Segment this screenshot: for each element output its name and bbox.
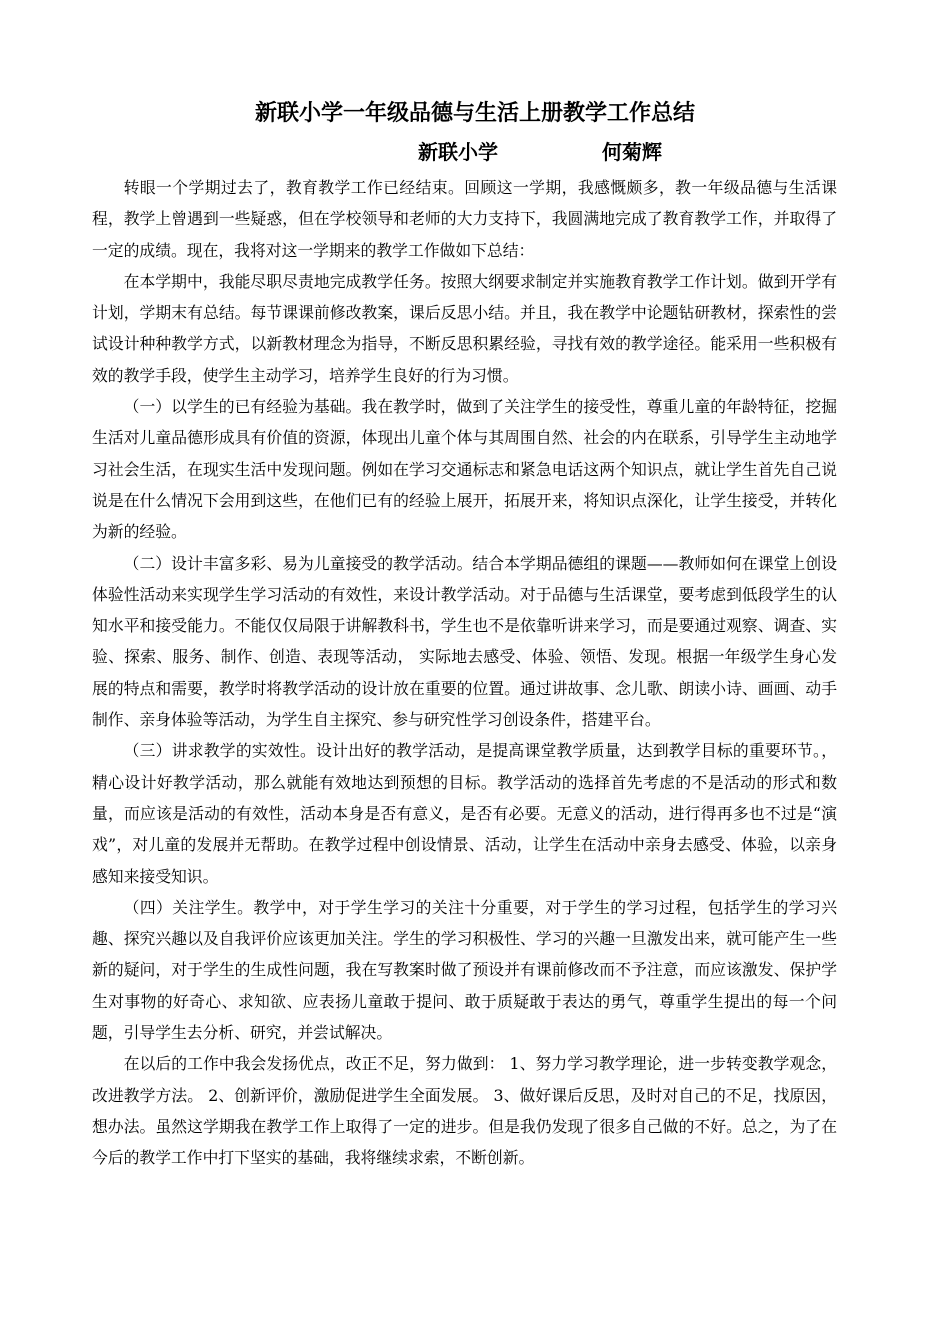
document-body: [92, 172, 837, 1174]
byline: [418, 138, 662, 166]
author-name: 何菊辉: [602, 140, 662, 164]
paragraph-conclusion: 在以后的工作中我会发扬优点，改正不足，努力做到： 1、努力学习教学理论，进一步转变教学观念，改进教学方法。 2、创新评价，激励促进学生全面发展。 3、做好课后反思，及时对自己的不足，找原因，想办法。虽然这学期我在教学工作上取得了一定的进步。但是我仍发现了很多自己做的不好。总之，为了在今后的教学工作中打下坚实的基础，我将继续求索，不断创新。: [92, 1054, 837, 1168]
document-title: 新联小学一年级品德与生活上册教学工作总结: [254, 100, 695, 126]
paragraph-point-1: （一）以学生的已有经验为基础。我在教学时，做到了关注学生的接受性，尊重儿童的年龄特征，挖掘生活对儿童品德形成具有价值的资源，体现出儿童个体与其周围自然、社会的内在联系，引导学生主动地学习社会生活，在现实生活中发现问题。例如在学习交通标志和紧急电话这两个知识点，就让学生首先自己说说是在什么情况下会用到这些，在他们已有的经验上展开，拓展开来，将知识点深化，让学生接受，并转化为新的经验。: [92, 397, 837, 542]
paragraph-point-2: （二）设计丰富多彩、易为儿童接受的教学活动。结合本学期品德组的课题——教师如何在课堂上创设体验性活动来实现学生学习活动的有效性，来设计教学活动。对于品德与生活课堂，要考虑到低段学生的认知水平和接受能力。不能仅仅局限于讲解教科书，学生也不是依靠听讲来学习，而是要通过观察、调查、实验、探索、服务、制作、创造、表现等活动， 实际地去感受、体验、领悟、发现。根据一年级学生身心发展的特点和需要，教学时将教学活动的设计放在重要的位置。通过讲故事、念儿歌、朗读小诗、画画、动手制作、亲身体验等活动，为学生自主探究、参与研究性学习创设条件，搭建平台。: [92, 553, 837, 730]
school-name: 新联小学: [418, 140, 498, 164]
paragraph-point-3: （三）讲求教学的实效性。设计出好的教学活动，是提高课堂教学质量，达到教学目标的重要环节。，精心设计好教学活动，那么就能有效地达到预想的目标。教学活动的选择首先考虑的不是活动的形式和数量，而应该是活动的有效性，活动本身是否有意义，是否有必要。无意义的活动，进行得再多也不过是“演戏”，对儿童的发展并无帮助。在教学过程中创设情景、活动，让学生在活动中亲身去感受、体验，以亲身感知来接受知识。: [92, 741, 837, 886]
paragraph-point-4: （四）关注学生。教学中，对于学生学习的关注十分重要，对于学生的学习过程，包括学生的学习兴趣、探究兴趣以及自我评价应该更加关注。学生的学习积极性、学习的兴趣一旦激发出来，就可能产生一些新的疑问，对于学生的生成性问题，我在写教案时做了预设并有课前修改而不予注意，而应该激发、保护学生对事物的好奇心、求知欲、应表扬儿童敢于提问、敢于质疑敢于表达的勇气，尊重学生提出的每一个问题，引导学生去分析、研究，并尝试解决。: [92, 897, 837, 1043]
paragraph-intro: 转眼一个学期过去了，教育教学工作已经结束。回顾这一学期，我感慨颇多，教一年级品德与生活课程，教学上曾遇到一些疑惑，但在学校领导和老师的大力支持下，我圆满地完成了教育教学工作，并取得了一定的成绩。现在，我将对这一学期来的教学工作做如下总结：: [92, 178, 837, 260]
paragraph-overview: 在本学期中，我能尽职尽责地完成教学任务。按照大纲要求制定并实施教育教学工作计划。做到开学有计划，学期末有总结。每节课课前修改教案，课后反思小结。并且，我在教学中论题钻研教材，探索性的尝试设计种种教学方式，以新教材理念为指导，不断反思积累经验，寻找有效的教学途径。能采用一些积极有效的教学手段，使学生主动学习，培养学生良好的行为习惯。: [92, 271, 837, 385]
